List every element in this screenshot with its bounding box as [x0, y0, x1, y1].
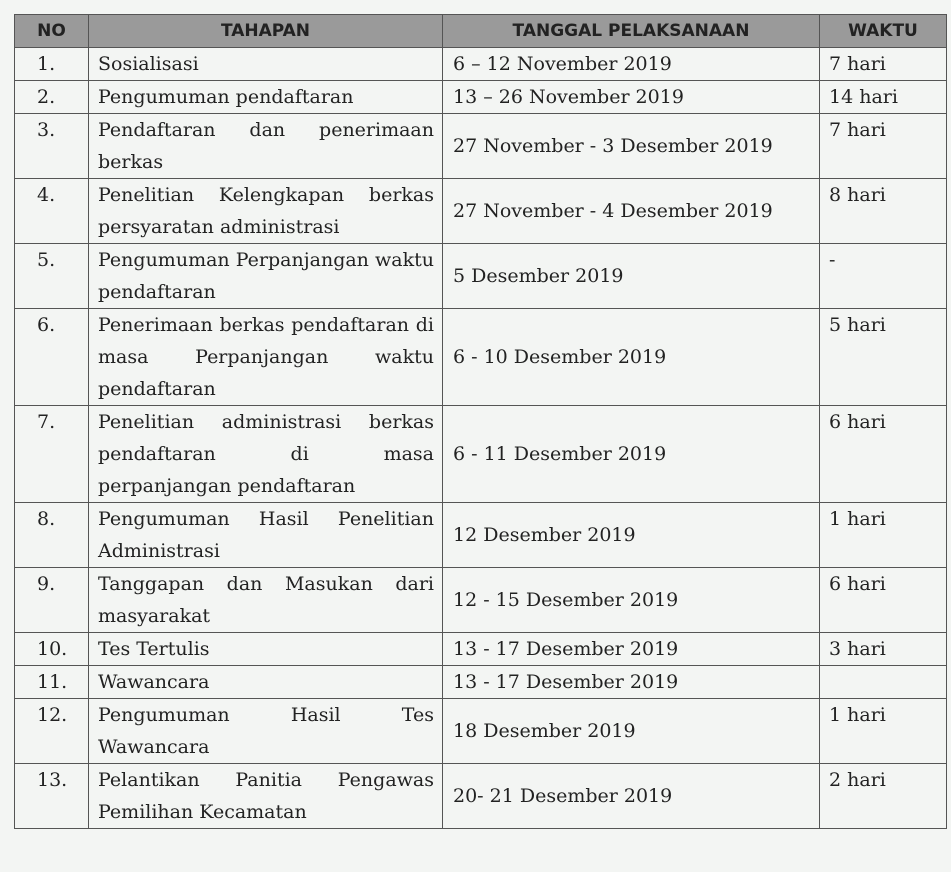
cell-no: 10. — [15, 633, 89, 666]
table-row — [15, 568, 947, 633]
cell-tanggal: 12 Desember 2019 — [443, 503, 820, 568]
cell-no: 2. — [15, 81, 89, 114]
cell-tahapan: Pendaftaran dan penerimaan berkas — [89, 114, 443, 179]
table-row — [15, 309, 947, 406]
cell-waktu: 1 hari — [820, 503, 947, 568]
table-row — [15, 503, 947, 568]
cell-tanggal: 18 Desember 2019 — [443, 699, 820, 764]
cell-waktu: 2 hari — [820, 764, 947, 829]
cell-no: 12. — [15, 699, 89, 764]
cell-waktu: 7 hari — [820, 114, 947, 179]
table-row — [15, 764, 947, 829]
header-no: NO — [15, 15, 89, 48]
table-row — [15, 81, 947, 114]
header-tahapan: TAHAPAN — [89, 15, 443, 48]
table-row — [15, 114, 947, 179]
header-row — [15, 15, 947, 48]
table-row — [15, 666, 947, 699]
header-tanggal: TANGGAL PELAKSANAAN — [443, 15, 820, 48]
cell-waktu: 6 hari — [820, 406, 947, 503]
cell-no: 11. — [15, 666, 89, 699]
cell-tahapan: Pengumuman Perpanjangan waktu pendaftaran — [89, 244, 443, 309]
cell-no: 8. — [15, 503, 89, 568]
table-row — [15, 633, 947, 666]
cell-no: 1. — [15, 48, 89, 81]
cell-tanggal: 13 - 17 Desember 2019 — [443, 666, 820, 699]
cell-tahapan: Pengumuman pendaftaran — [89, 81, 443, 114]
cell-no: 3. — [15, 114, 89, 179]
schedule-body — [15, 48, 947, 829]
table-row — [15, 244, 947, 309]
cell-waktu: 3 hari — [820, 633, 947, 666]
cell-tahapan: Wawancara — [89, 666, 443, 699]
cell-tahapan: Penelitian administrasi berkas pendaftaran di masa perpanjangan pendaftaran — [89, 406, 443, 503]
table-row — [15, 179, 947, 244]
cell-tanggal: 6 - 10 Desember 2019 — [443, 309, 820, 406]
cell-waktu: 14 hari — [820, 81, 947, 114]
cell-waktu: - — [820, 244, 947, 309]
cell-no: 4. — [15, 179, 89, 244]
cell-waktu: 5 hari — [820, 309, 947, 406]
cell-tanggal: 13 - 17 Desember 2019 — [443, 633, 820, 666]
cell-tahapan: Pelantikan Panitia Pengawas Pemilihan Kecamatan — [89, 764, 443, 829]
cell-tanggal: 20- 21 Desember 2019 — [443, 764, 820, 829]
cell-tanggal: 27 November - 3 Desember 2019 — [443, 114, 820, 179]
cell-no: 13. — [15, 764, 89, 829]
cell-tanggal: 6 - 11 Desember 2019 — [443, 406, 820, 503]
cell-tanggal: 12 - 15 Desember 2019 — [443, 568, 820, 633]
cell-tahapan: Sosialisasi — [89, 48, 443, 81]
cell-waktu: 1 hari — [820, 699, 947, 764]
table-row — [15, 48, 947, 81]
cell-tahapan: Tanggapan dan Masukan dari masyarakat — [89, 568, 443, 633]
cell-no: 9. — [15, 568, 89, 633]
cell-tanggal: 6 – 12 November 2019 — [443, 48, 820, 81]
cell-tahapan: Pengumuman Hasil Tes Wawancara — [89, 699, 443, 764]
cell-waktu — [820, 666, 947, 699]
table-row — [15, 699, 947, 764]
table-row — [15, 406, 947, 503]
cell-tanggal: 5 Desember 2019 — [443, 244, 820, 309]
cell-tahapan: Pengumuman Hasil Penelitian Administrasi — [89, 503, 443, 568]
cell-tahapan: Penerimaan berkas pendaftaran di masa Perpanjangan waktu pendaftaran — [89, 309, 443, 406]
cell-waktu: 8 hari — [820, 179, 947, 244]
cell-no: 5. — [15, 244, 89, 309]
schedule-table — [14, 14, 947, 829]
cell-no: 6. — [15, 309, 89, 406]
cell-tanggal: 27 November - 4 Desember 2019 — [443, 179, 820, 244]
cell-tahapan: Tes Tertulis — [89, 633, 443, 666]
cell-waktu: 7 hari — [820, 48, 947, 81]
cell-no: 7. — [15, 406, 89, 503]
header-waktu: WAKTU — [820, 15, 947, 48]
cell-tahapan: Penelitian Kelengkapan berkas persyaratan administrasi — [89, 179, 443, 244]
cell-waktu: 6 hari — [820, 568, 947, 633]
cell-tanggal: 13 – 26 November 2019 — [443, 81, 820, 114]
